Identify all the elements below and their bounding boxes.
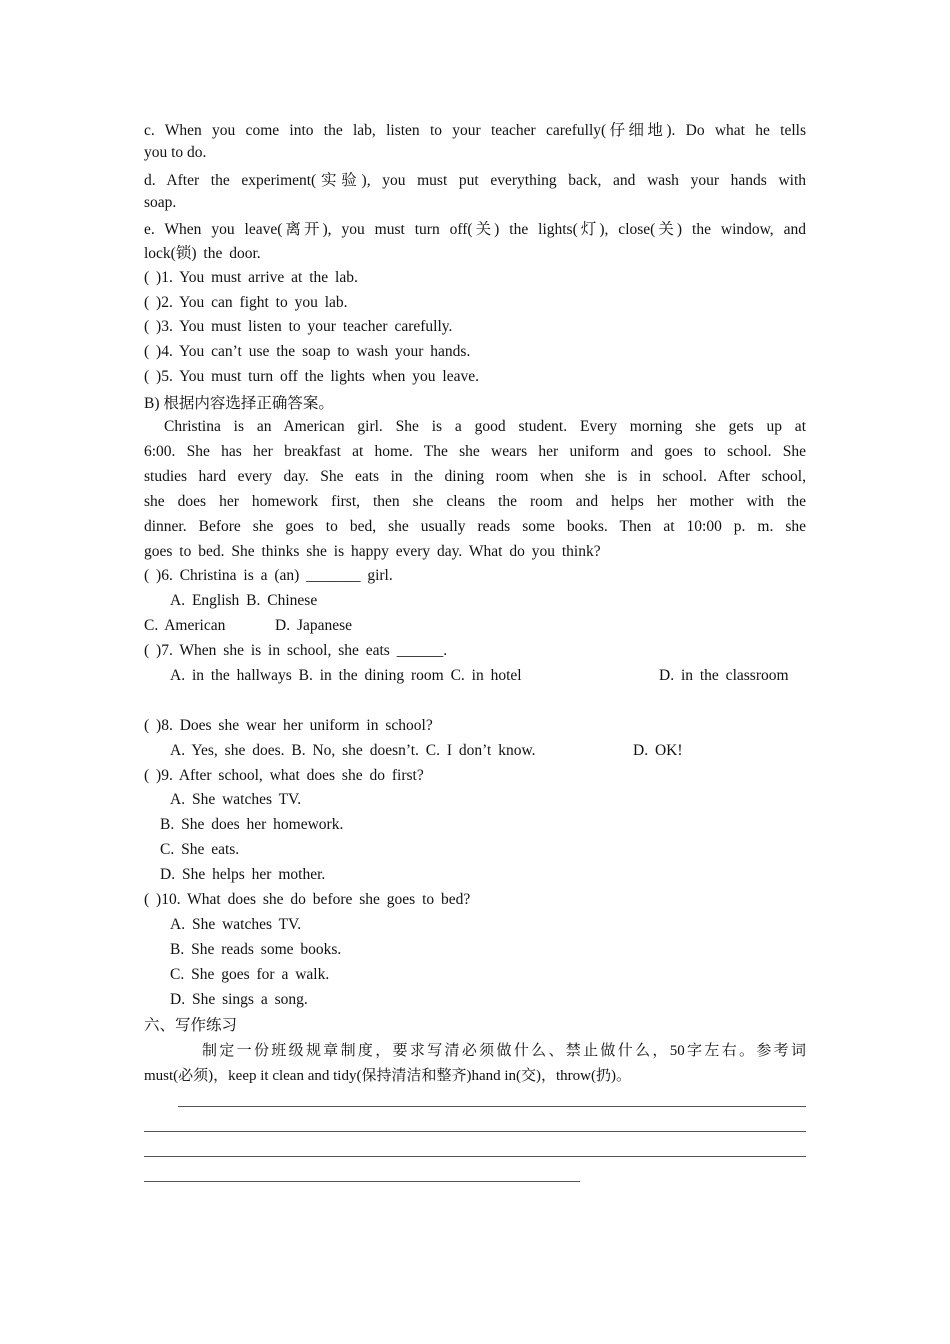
question-7: ( )7. When she is in school, she eats ______.: [144, 642, 448, 659]
q6-option-c: C. American: [144, 617, 226, 634]
judge-item-5: ( )5. You must turn off the lights when you leave.: [144, 368, 479, 385]
q10-option-b: B. She reads some books.: [170, 941, 342, 958]
q7-options-abc: A. in the hallways B. in the dining room C. in hotel: [170, 667, 522, 684]
rule-d-line2: soap.: [144, 194, 177, 211]
answer-blank[interactable]: ( ): [144, 343, 162, 360]
rule-c-line1: c. When you come into the lab, listen to your teacher carefully(仔细地). Do what he tells: [144, 122, 806, 139]
rule-c-line2: you to do.: [144, 144, 207, 161]
question-6: ( )6. Christina is a (an) _______ girl.: [144, 567, 393, 584]
rule-d-line1: d. After the experiment(实验), you must put everything back, and wash your hands with: [144, 172, 806, 189]
passage-line-2: 6:00. She has her breakfast at home. The she wears her uniform and goes to school. She: [144, 443, 806, 460]
writing-prompt-line2: must(必须)，keep it clean and tidy(保持清洁和整齐)hand in(交)，throw(扔)。: [144, 1068, 631, 1084]
q10-option-c: C. She goes for a walk.: [170, 966, 330, 983]
writing-prompt-line1: 制定一份班级规章制度，要求写清必须做什么、禁止做什么，50字左右。参考词: [202, 1043, 806, 1059]
q10-option-d: D. She sings a song.: [170, 991, 308, 1008]
passage-line-4: she does her homework first, then she cleans the room and helps her mother with the: [144, 493, 806, 510]
answer-blank[interactable]: ( ): [144, 767, 162, 784]
judge-item-1: ( )1. You must arrive at the lab.: [144, 269, 358, 286]
answer-blank[interactable]: ( ): [144, 642, 162, 659]
rule-e-line1: e. When you leave(离开), you must turn off(关) the lights(灯), close(关) the window, and: [144, 221, 806, 238]
judge-item-4: ( )4. You can’t use the soap to wash your hands.: [144, 343, 471, 360]
q8-option-d: D. OK!: [633, 742, 683, 759]
answer-blank[interactable]: ( ): [144, 717, 162, 734]
q9-option-a: A. She watches TV.: [170, 791, 302, 808]
q7-option-d: D. in the classroom: [659, 667, 789, 684]
judge-item-2: ( )2. You can fight to you lab.: [144, 294, 348, 311]
passage-line-1: Christina is an American girl. She is a good student. Every morning she gets up at: [164, 418, 806, 435]
answer-line-4[interactable]: [144, 1181, 580, 1182]
q9-option-c: C. She eats.: [160, 841, 240, 858]
question-8: ( )8. Does she wear her uniform in school?: [144, 717, 433, 734]
q6-option-d: D. Japanese: [275, 617, 353, 634]
q9-option-d: D. She helps her mother.: [160, 866, 326, 883]
answer-line-1[interactable]: [178, 1106, 806, 1107]
section-b-heading: B) 根据内容选择正确答案。: [144, 395, 334, 412]
passage-line-3: studies hard every day. She eats in the dining room when she is in school. After school,: [144, 468, 806, 485]
passage-line-5: dinner. Before she goes to bed, she usually reads some books. Then at 10:00 p. m. she: [144, 518, 806, 535]
q9-option-b: B. She does her homework.: [160, 816, 344, 833]
question-9: ( )9. After school, what does she do first?: [144, 767, 424, 784]
writing-heading: 六、写作练习: [144, 1017, 238, 1034]
answer-blank[interactable]: ( ): [144, 269, 162, 286]
answer-blank[interactable]: ( ): [144, 368, 162, 385]
answer-line-3[interactable]: [144, 1156, 806, 1157]
judge-item-3: ( )3. You must listen to your teacher carefully.: [144, 318, 453, 335]
answer-blank[interactable]: ( ): [144, 294, 162, 311]
answer-line-2[interactable]: [144, 1131, 806, 1132]
question-10: ( )10. What does she do before she goes to bed?: [144, 891, 471, 908]
q10-option-a: A. She watches TV.: [170, 916, 302, 933]
q6-options-ab: A. English B. Chinese: [170, 592, 318, 609]
passage-line-6: goes to bed. She thinks she is happy every day. What do you think?: [144, 543, 601, 560]
q8-options-abc: A. Yes, she does. B. No, she doesn’t. C. I don’t know.: [170, 742, 536, 759]
answer-blank[interactable]: ( ): [144, 567, 162, 584]
answer-blank[interactable]: ( ): [144, 318, 162, 335]
answer-blank[interactable]: ( ): [144, 891, 162, 908]
rule-e-line2: lock(锁) the door.: [144, 245, 261, 262]
